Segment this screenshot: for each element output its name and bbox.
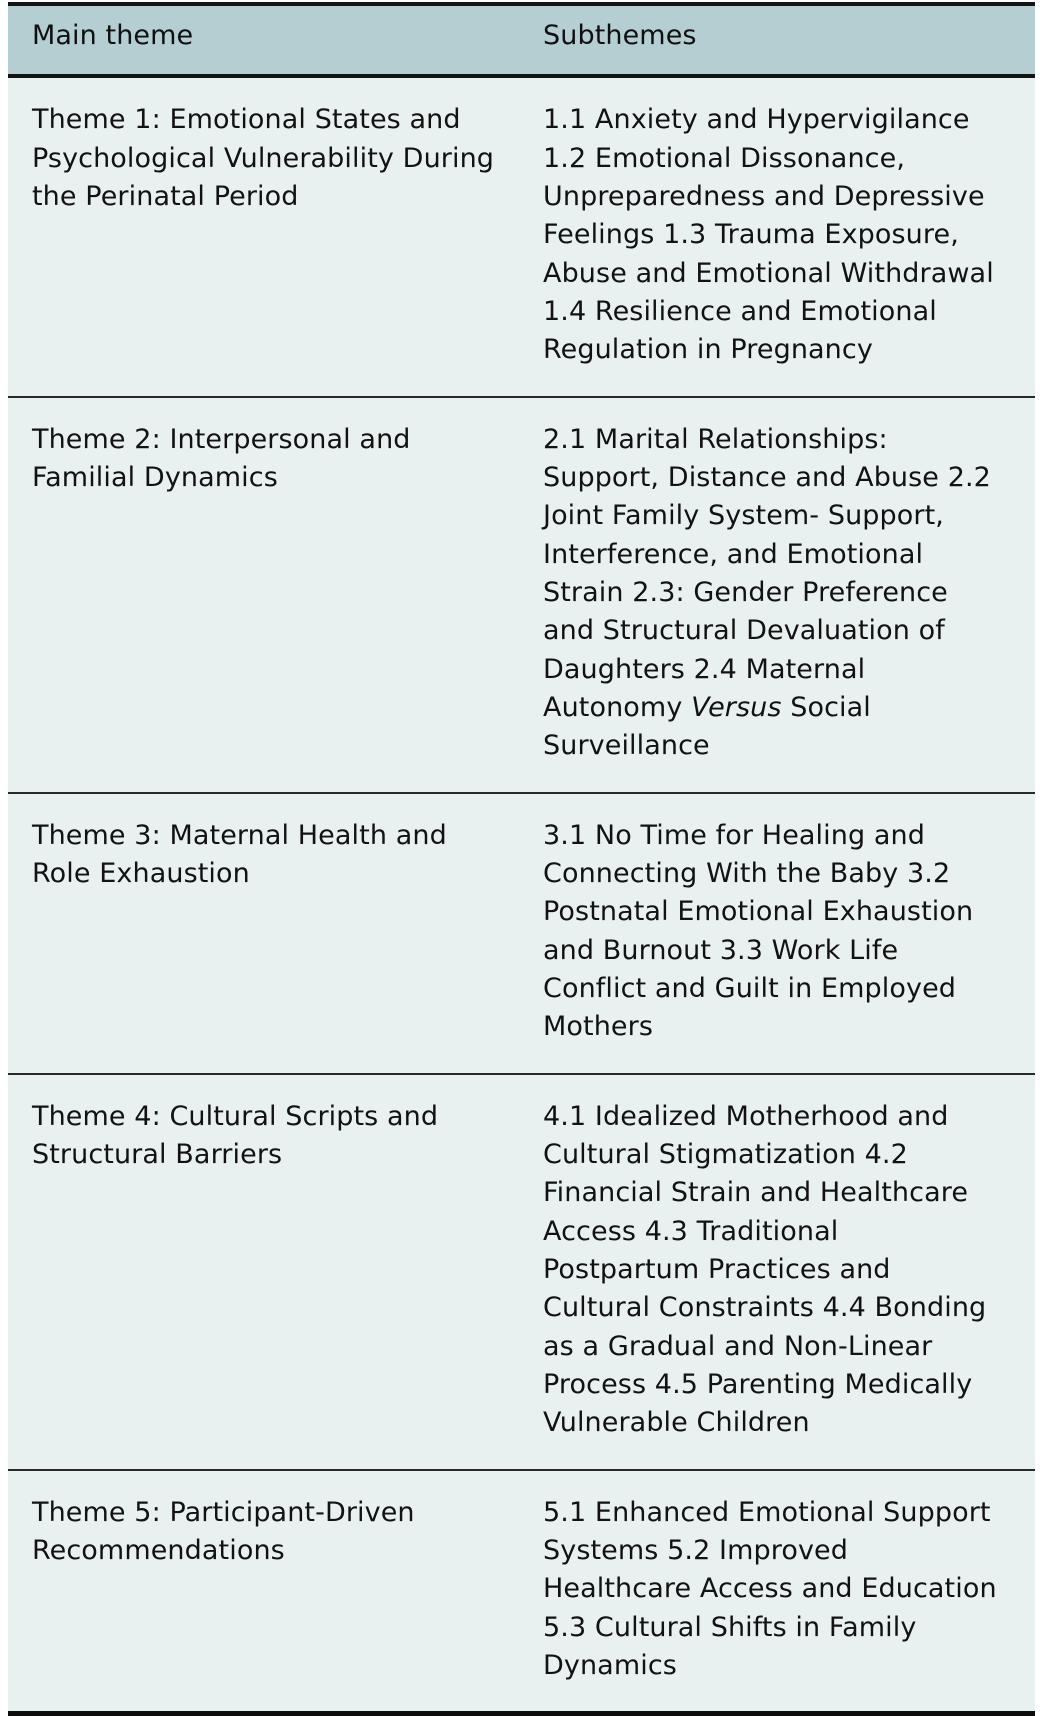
- thematic-analysis-table: [8, 2, 1035, 1711]
- table-row: [8, 1074, 1035, 1470]
- subthemes-text: 5.1 Enhanced Emotional Support Systems 5.2 Improved Healthcare Access and Education 5.3 Cultural Shifts in Family Dynamics: [543, 1496, 997, 1681]
- table-row: [8, 1470, 1035, 1712]
- table-header: [8, 4, 1035, 76]
- column-header-main-theme: Main theme: [8, 4, 529, 76]
- cell-main-theme: Theme 4: Cultural Scripts and Structural Barriers: [8, 1074, 529, 1470]
- subthemes-text: 1.1 Anxiety and Hypervigilance 1.2 Emotional Dissonance, Unpreparedness and Depressive Feelings 1.3 Trauma Exposure, Abuse and Emotional Withdrawal 1.4 Resilience and Emotional Regulation in Pregnancy: [543, 104, 994, 366]
- header-row: [8, 4, 1035, 76]
- table-body: [8, 76, 1035, 1711]
- cell-subthemes: [529, 1470, 1035, 1712]
- table-bottom-rule: [8, 1711, 1035, 1716]
- subthemes-text: 3.1 No Time for Healing and Connecting With the Baby 3.2 Postnatal Emotional Exhaustion and Burnout 3.3 Work Life Conflict and Guilt in Employed Mothers: [543, 819, 974, 1043]
- cell-subthemes: [529, 397, 1035, 793]
- column-header-subthemes: Subthemes: [529, 4, 1035, 76]
- subthemes-italic-term: Versus: [691, 691, 782, 723]
- cell-main-theme: Theme 5: Participant-Driven Recommendations: [8, 1470, 529, 1712]
- table-row: [8, 793, 1035, 1074]
- cell-main-theme: Theme 2: Interpersonal and Familial Dynamics: [8, 397, 529, 793]
- cell-subthemes: [529, 1074, 1035, 1470]
- cell-main-theme: Theme 3: Maternal Health and Role Exhaustion: [8, 793, 529, 1074]
- subthemes-text: 4.1 Idealized Motherhood and Cultural Stigmatization 4.2 Financial Strain and Healthcare Access 4.3 Traditional Postpartum Practices and Cultural Constraints 4.4 Bonding as a Gradual and Non-Linear Process 4.5 Parenting Medically Vulnerable Children: [543, 1100, 987, 1439]
- table-row: [8, 76, 1035, 396]
- cell-main-theme: Theme 1: Emotional States and Psychological Vulnerability During the Perinatal Period: [32, 104, 495, 213]
- cell-subthemes: [529, 793, 1035, 1074]
- subthemes-text-tail: Social Surveillance: [543, 691, 871, 762]
- subthemes-text: 2.1 Marital Relationships: Support, Distance and Abuse 2.2 Joint Family System- Support, Interference, and Emotional Strain 2.3: Gender Preference and Structural Devaluation of Daughters 2.4 Maternal Autonomy: [543, 423, 991, 723]
- thematic-analysis-table-container: [8, 2, 1035, 1716]
- table-row: [8, 397, 1035, 793]
- cell-subthemes: [529, 76, 1035, 396]
